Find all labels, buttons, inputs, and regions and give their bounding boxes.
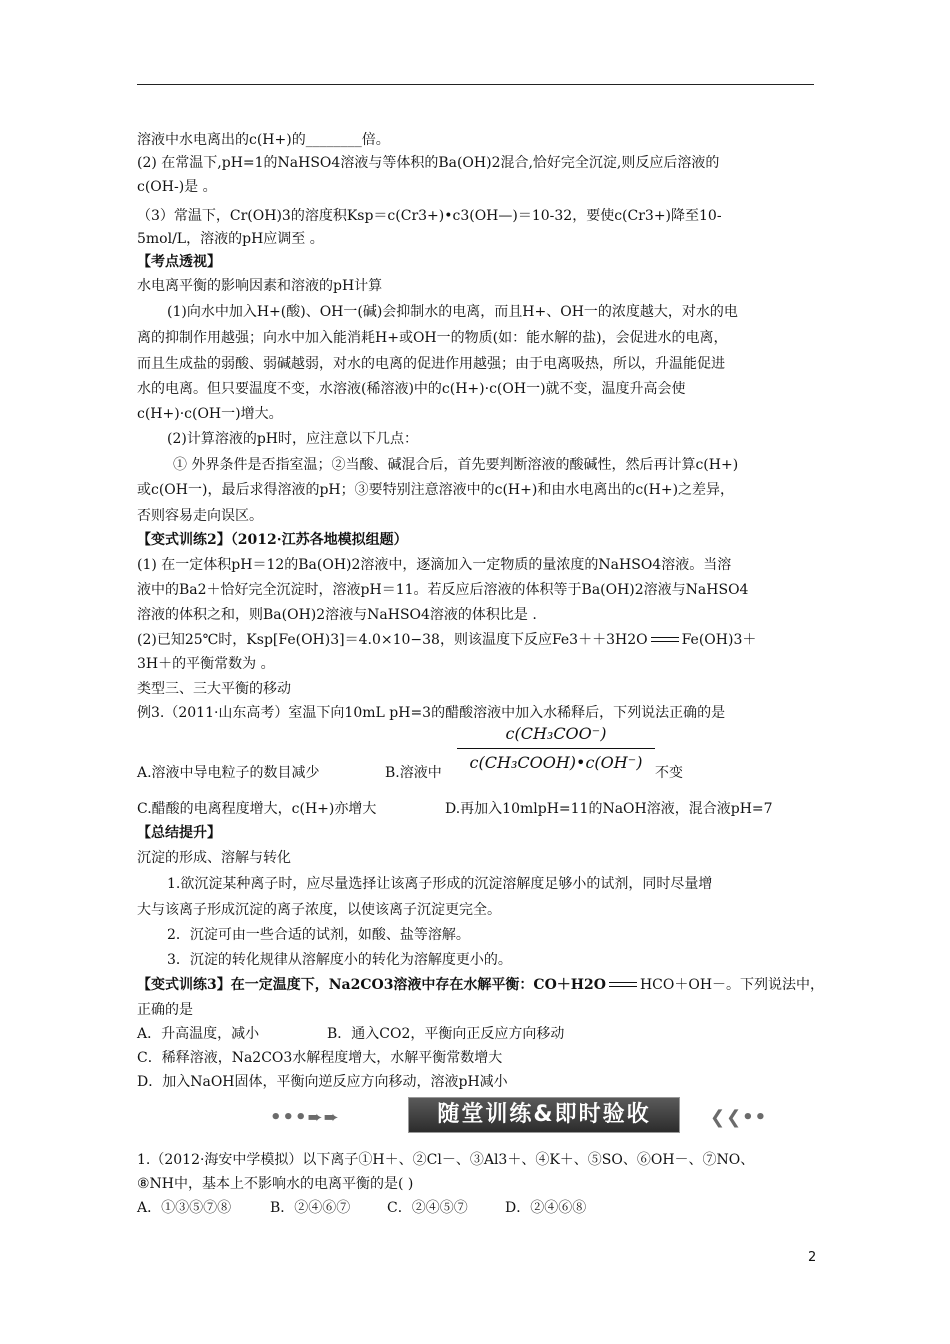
text-line <box>137 975 824 995</box>
equilibrium-arrow-icon <box>651 636 679 644</box>
text-line: c(H+)·c(OH一)增大。 <box>137 406 283 422</box>
text-line: 水电离平衡的影响因素和溶液的pH计算 <box>137 278 383 294</box>
fraction-numerator: c(CH₃COO⁻) <box>505 724 607 743</box>
text-line: c(OH-)是 。 <box>137 179 217 195</box>
banner-arrows-left-icon: •••➨➨ <box>270 1107 340 1128</box>
option-b-label: B.溶液中 <box>385 765 442 781</box>
section-heading: 【变式训练2】（2012·江苏各地模拟组题） <box>137 532 408 548</box>
text-line: 3．沉淀的转化规律从溶解度小的转化为溶解度更小的。 <box>167 952 512 968</box>
text-line: 大与该离子形成沉淀的离子浓度，以使该离子沉淀更完全。 <box>137 902 501 918</box>
section-heading: 【考点透视】 <box>137 254 221 270</box>
page-number: 2 <box>808 1250 817 1265</box>
header-rule <box>137 84 814 85</box>
text-line: 例3.（2011·山东高考）室温下向10mL pH=3的醋酸溶液中加入水稀释后，下列说法正确的是 <box>137 705 726 721</box>
text-line: 2．沉淀可由一些合适的试剂，如酸、盐等溶解。 <box>167 927 470 943</box>
text-line: 类型三、三大平衡的移动 <box>137 681 291 697</box>
text-segment: (2)已知25℃时，Ksp[Fe(OH)3]＝4.0×10−38，则该温度下反应Fe3＋＋3H2O <box>137 632 648 648</box>
text-line: 而且生成盐的弱酸、弱碱越弱，对水的电离的促进作用越强；由于电离吸热，所以，升温能促进 <box>137 356 725 372</box>
formula-fraction <box>457 722 655 775</box>
practice-banner <box>270 1097 810 1133</box>
banner-arrows-right-icon: ❮❮•• <box>710 1107 768 1128</box>
text-line: 正确的是 <box>137 1002 193 1018</box>
option-c: C.醋酸的电离程度增大，c(H+)亦增大 <box>137 801 377 817</box>
banner-title: 随堂训练&即时验收 <box>408 1097 680 1133</box>
option-d: D.再加入10mlpH=11的NaOH溶液，混合液pH=7 <box>445 801 773 817</box>
text-line: 溶液的体积之和，则Ba(OH)2溶液与NaHSO4溶液的体积比是 . <box>137 607 537 623</box>
text-line: 3H＋的平衡常数为 。 <box>137 656 275 672</box>
text-line: 离的抑制作用越强；向水中加入能消耗H+或OH一的物质(如：能水解的盐)，会促进水的电离， <box>137 330 728 346</box>
text-line: ⑧NH中，基本上不影响水的电离平衡的是( ) <box>137 1176 414 1192</box>
text-line: 否则容易走向误区。 <box>137 508 263 524</box>
option-b: B．②④⑥⑦ <box>270 1200 351 1216</box>
text-line: (2)计算溶液的pH时，应注意以下几点： <box>167 431 419 447</box>
text-line: （3）常温下，Cr(OH)3的溶度积Ksp＝c(Cr3+)•c3(OH—)＝10-32，要使c(Cr3+)降至10- <box>137 208 722 224</box>
option-b-suffix: 不变 <box>655 765 683 781</box>
text-line: (2) 在常温下,pH=1的NaHSO4溶液与等体积的Ba(OH)2混合,恰好完全沉淀,则反应后溶液的 <box>137 155 720 171</box>
option-c: C．②④⑤⑦ <box>387 1200 468 1216</box>
text-line: 溶液中水电离出的c(H+)的________倍。 <box>137 132 390 148</box>
fraction-bar <box>457 748 655 749</box>
option-c: C．稀释溶液，Na2CO3水解程度增大，水解平衡常数增大 <box>137 1050 503 1066</box>
option-a: A．①③⑤⑦⑧ <box>137 1200 232 1216</box>
section-heading: 【总结提升】 <box>137 825 221 841</box>
fraction-denominator: c(CH₃COOH)•c(OH⁻) <box>469 753 643 772</box>
text-line: 沉淀的形成、溶解与转化 <box>137 850 291 866</box>
equilibrium-arrow-icon <box>609 981 637 989</box>
option-a: A.溶液中导电粒子的数目减少 <box>137 765 320 781</box>
text-line: (1) 在一定体积pH＝12的Ba(OH)2溶液中，逐滴加入一定物质的量浓度的NaHSO4溶液。当溶 <box>137 557 732 573</box>
text-line <box>137 630 756 650</box>
text-line: 液中的Ba2＋恰好完全沉淀时，溶液pH＝11。若反应后溶液的体积等于Ba(OH)2溶液与NaHSO4 <box>137 582 749 598</box>
option-d: D．②④⑥⑧ <box>505 1200 587 1216</box>
option-b: B．通入CO2，平衡向正反应方向移动 <box>327 1026 565 1042</box>
option-d: D．加入NaOH固体，平衡向逆反应方向移动，溶液pH减小 <box>137 1074 508 1090</box>
text-line: 水的电离。但只要温度不变，水溶液(稀溶液)中的c(H+)·c(OH一)就不变，温度升高会使 <box>137 381 686 397</box>
text-line: 或c(OH一)，最后求得溶液的pH；③要特别注意溶液中的c(H+)和由水电离出的c(H+)之差异， <box>137 482 735 498</box>
text-line: 5mol/L，溶液的pH应调至 。 <box>137 231 324 247</box>
text-line: 1.欲沉淀某种离子时，应尽量选择让该离子形成的沉淀溶解度足够小的试剂，同时尽量增 <box>167 876 713 892</box>
text-segment: 【变式训练3】在一定温度下，Na2CO3溶液中存在水解平衡：CO＋H2O <box>137 977 606 993</box>
text-line: (1)向水中加入H+(酸)、OH一(碱)会抑制水的电离，而且H+、OH一的浓度越大，对水的电 <box>167 304 738 320</box>
text-line: ① 外界条件是否指室温；②当酸、碱混合后，首先要判断溶液的酸碱性，然后再计算c(H+) <box>173 457 739 473</box>
text-line: 1.（2012·海安中学模拟）以下离子①H＋、②Cl－、③Al3＋、④K＋、⑤SO、⑥OH－、⑦NO、 <box>137 1152 755 1168</box>
text-segment: Fe(OH)3＋ <box>681 632 757 648</box>
text-segment: HCO＋OH－。下列说法中， <box>639 977 825 993</box>
option-a: A．升高温度，减小 <box>137 1026 260 1042</box>
